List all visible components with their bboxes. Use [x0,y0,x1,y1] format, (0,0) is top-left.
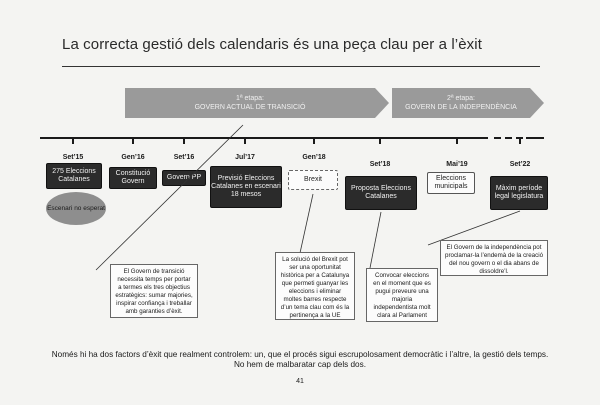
connector-line [96,125,243,270]
note-govern-independencia: El Govern de la independència pot proclamar-la l’endemà de la creació del nou govern o el dia abans de dissoldre’l. [440,240,548,276]
event-box-brexit: Brexit [288,170,338,190]
phase-1-name: GOVERN ACTUAL DE TRANSICIÓ [194,104,306,111]
connector-line [370,212,381,268]
footer-line-1: Només hi ha dos factors d’èxit que realment controlem: un, que el procés sigui escrupolosament democràtic i l’altre, la gestió dels temps. [51,350,549,359]
event-box-maxim-periode: Màxim període legal legislatura [490,176,548,210]
note-convocar-eleccions: Convocar eleccions en el moment que es pugui preveure una majoria independentista molt clara al Parlament [366,268,438,322]
date-label: Set’15 [62,154,84,161]
scenario-oval: Escenari no esperat [46,192,106,225]
date-label: Gen’16 [121,154,145,161]
event-box-govern-pp: Govern PP [162,170,206,186]
date-label: Set’22 [509,161,531,168]
event-box-proposta-eleccions: Proposta Eleccions Catalanes [345,176,417,210]
phase-2-name: GOVERN DE LA INDEPENDÈNCIA [405,104,517,111]
date-label: Jul’17 [235,154,255,161]
connector-line [300,194,313,253]
page-title: La correcta gestió dels calendaris és una peça clau per a l’èxit [62,36,482,53]
page-number: 41 [296,378,304,385]
phase-2-label: 2ª etapa: [447,95,475,102]
note-govern-transicio: El Govern de transició necessita temps per portar a termes els tres objectius estratègics: sumar majories, inspirar confiança i treballar amb garanties d’èxit. [110,264,198,318]
date-label: Set’16 [173,154,195,161]
note-brexit: La solució del Brexit pot ser una oportunitat històrica per a Catalunya que permeti guanyar les eleccions i eliminar moltes barres respecte d’un tema clau com és la pertinença a la UE [275,252,355,320]
date-label: Gen’18 [302,154,326,161]
date-label: Set’18 [369,161,391,168]
footer-line-2: No hem de malbaratar cap dels dos. [234,360,366,369]
date-label: Mai’19 [446,161,468,168]
event-box-eleccions-2015: 275 Eleccions Catalanes [46,163,102,189]
event-box-constitucio-govern: Constitució Govern [109,167,157,189]
event-box-previsio-eleccions: Previsió Eleccions Catalanes en escenari 18 mesos [210,166,282,208]
event-box-eleccions-municipals: Eleccions municipals [427,172,475,194]
phase-1-label: 1ª etapa: [236,95,264,102]
